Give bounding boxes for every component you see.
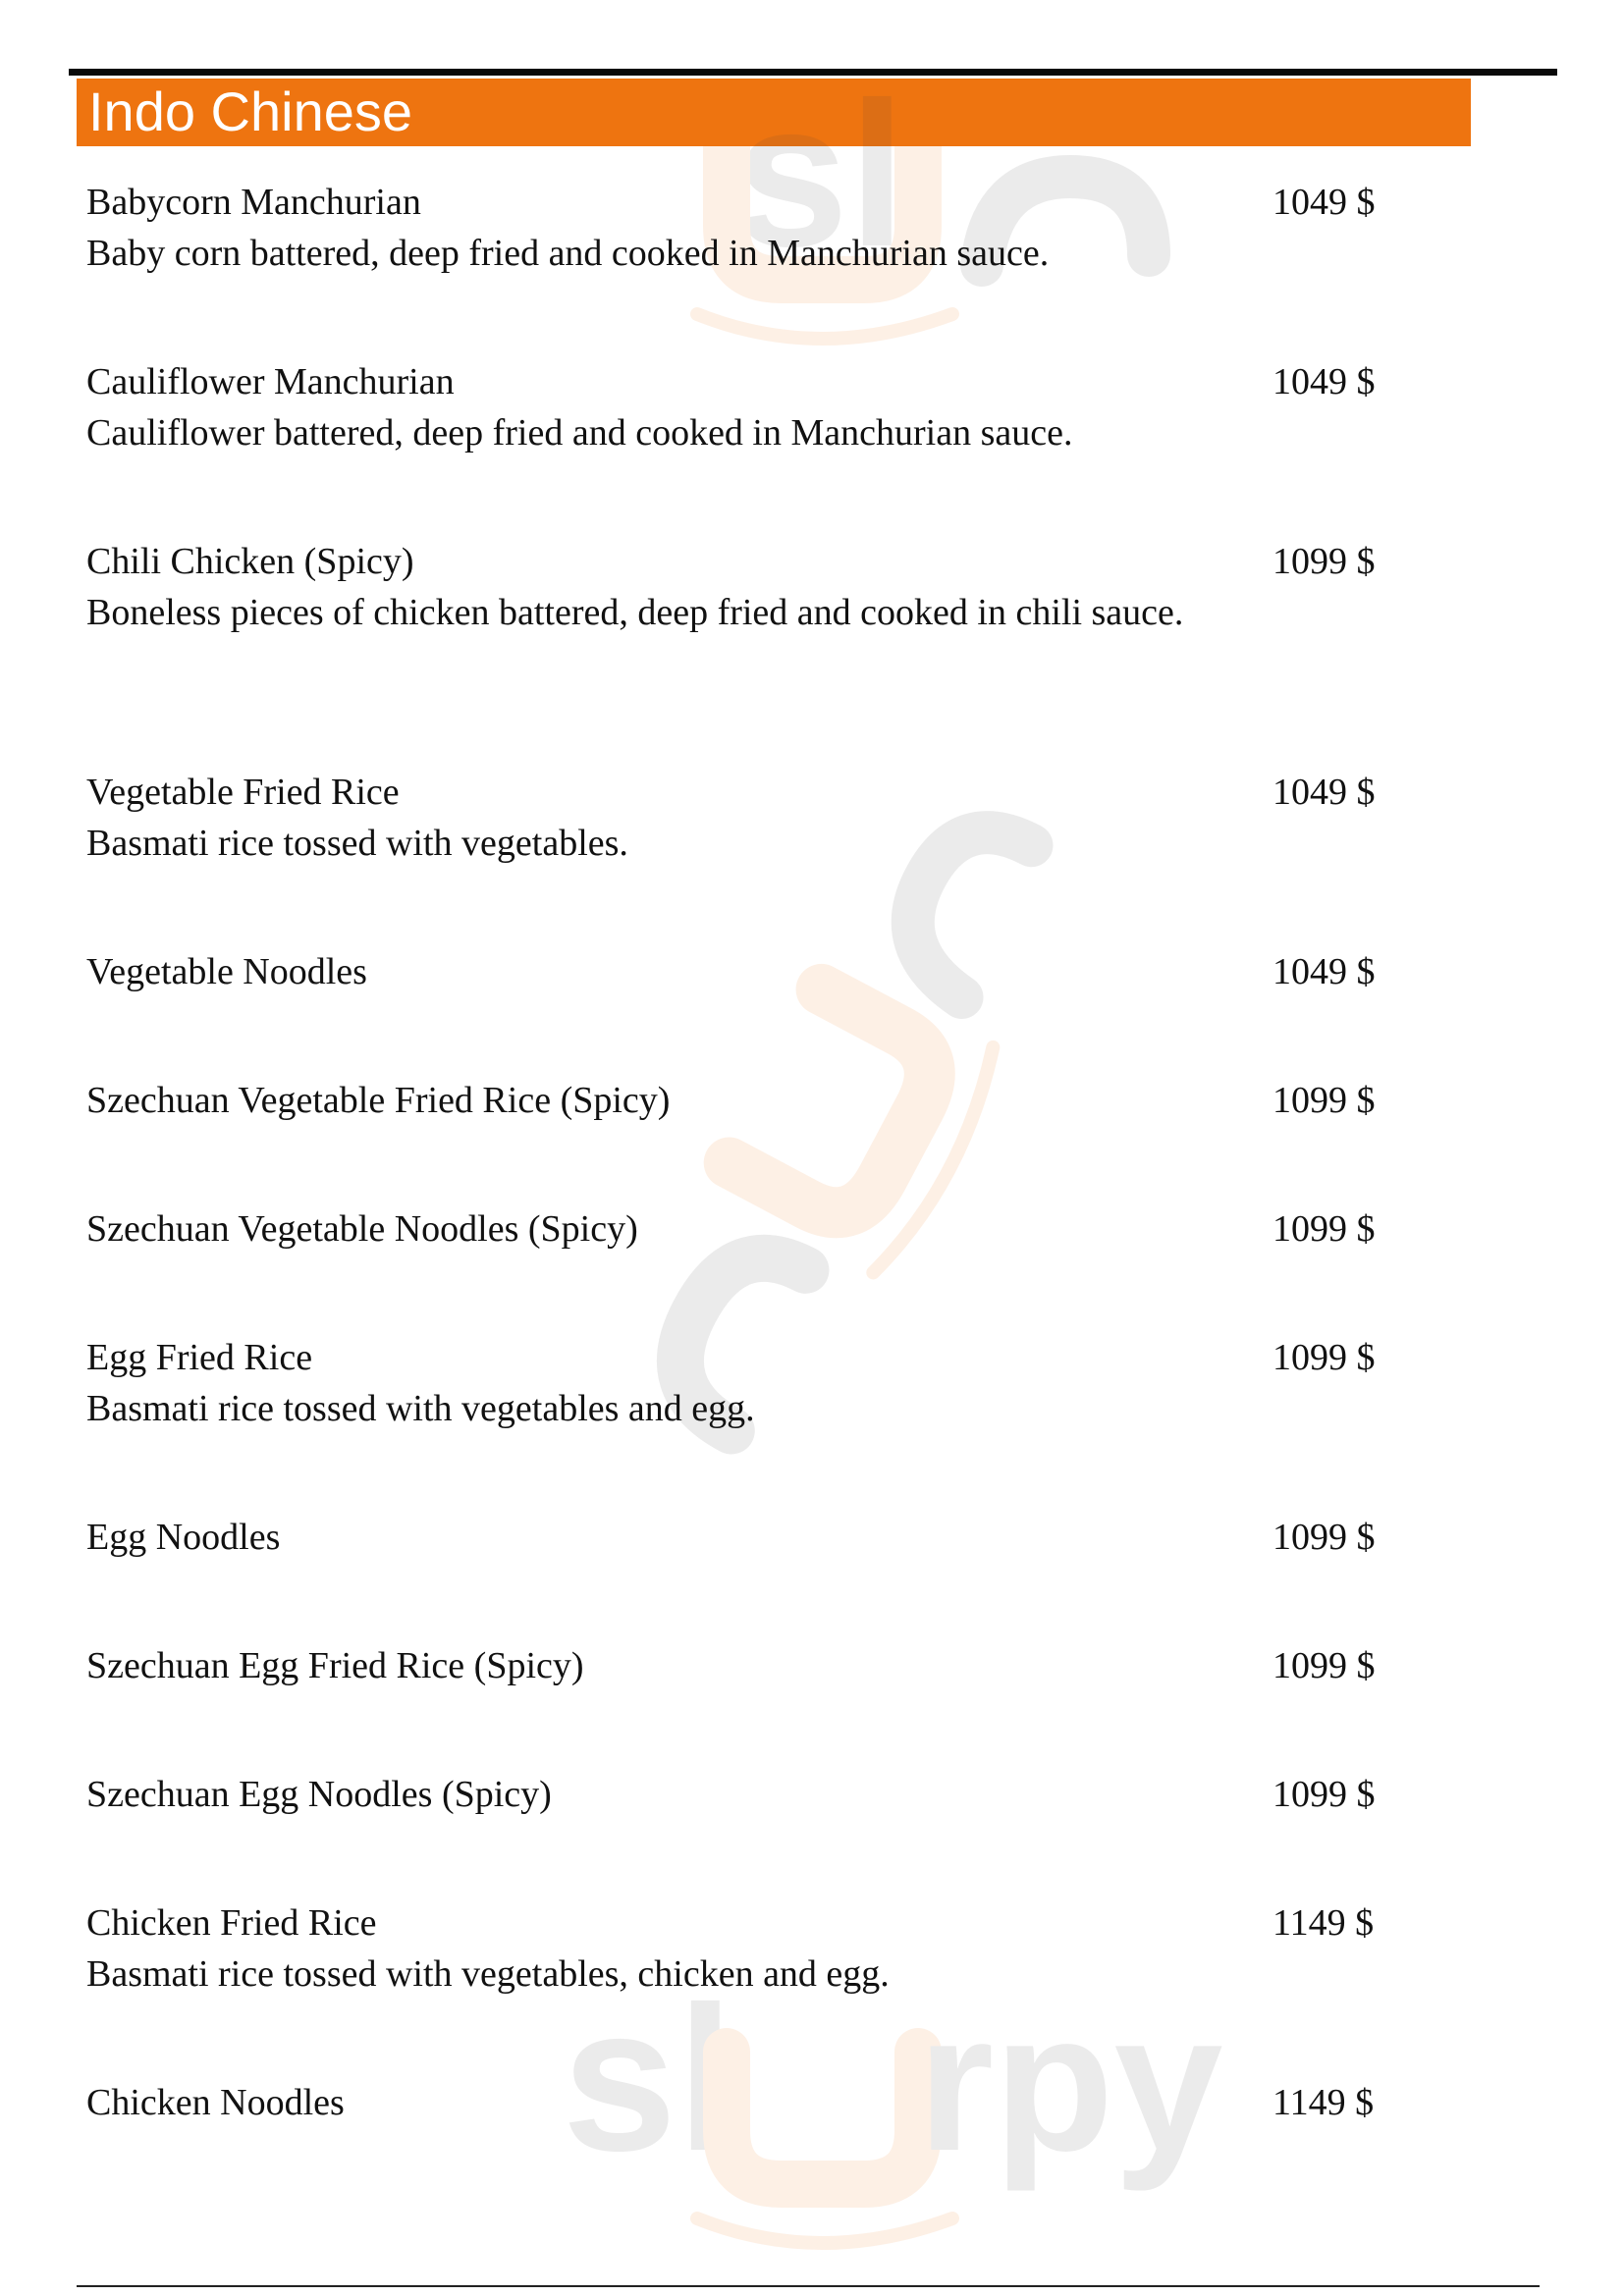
item-description: Cauliflower battered, deep fried and cooked in Manchurian sauce. xyxy=(86,412,1073,454)
menu-item xyxy=(86,767,1402,869)
bottom-divider xyxy=(77,2285,1540,2287)
item-price: 1099 $ xyxy=(1272,1080,1376,1121)
svg-text:sl: sl xyxy=(562,1963,734,2194)
item-description: Basmati rice tossed with vegetables, chicken and egg. xyxy=(86,1953,890,1995)
item-name: Szechuan Egg Fried Rice (Spicy) xyxy=(86,1645,584,1686)
item-price: 1099 $ xyxy=(1272,1208,1376,1250)
item-description: Basmati rice tossed with vegetables and egg. xyxy=(86,1388,755,1429)
item-price: 1099 $ xyxy=(1272,1337,1376,1378)
menu-item xyxy=(86,1512,1402,1563)
item-price: 1049 $ xyxy=(1272,772,1376,813)
menu-item xyxy=(86,1203,1402,1255)
svg-text:rpy: rpy xyxy=(917,1973,1223,2192)
menu-item xyxy=(86,177,1402,279)
item-name: Szechuan Vegetable Noodles (Spicy) xyxy=(86,1208,638,1250)
item-price: 1099 $ xyxy=(1272,1645,1376,1686)
menu-item xyxy=(86,536,1402,638)
menu-item xyxy=(86,946,1402,997)
item-name: Cauliflower Manchurian xyxy=(86,361,455,402)
item-name: Szechuan Vegetable Fried Rice (Spicy) xyxy=(86,1080,671,1121)
item-name: Egg Fried Rice xyxy=(86,1337,313,1378)
section-header xyxy=(77,79,1471,146)
menu-item xyxy=(86,1075,1402,1126)
item-name: Babycorn Manchurian xyxy=(86,182,421,223)
item-description: Baby corn battered, deep fried and cooked in Manchurian sauce. xyxy=(86,233,1050,274)
menu-item xyxy=(86,1332,1402,1434)
item-price: 1049 $ xyxy=(1272,361,1376,402)
item-price: 1149 $ xyxy=(1272,2082,1375,2123)
top-divider xyxy=(69,69,1557,76)
item-name: Chili Chicken (Spicy) xyxy=(86,541,414,582)
item-price: 1099 $ xyxy=(1272,541,1376,582)
menu-item xyxy=(86,356,1402,458)
menu-item xyxy=(86,1897,1402,2000)
item-name: Chicken Noodles xyxy=(86,2082,345,2123)
menu-item xyxy=(86,1640,1402,1691)
item-price: 1049 $ xyxy=(1272,182,1376,223)
menu-item xyxy=(86,2077,1402,2128)
item-price: 1099 $ xyxy=(1272,1517,1376,1558)
section-title: Indo Chinese xyxy=(88,80,413,142)
item-description: Basmati rice tossed with vegetables. xyxy=(86,823,628,864)
item-name: Vegetable Noodles xyxy=(86,951,367,992)
item-name: Egg Noodles xyxy=(86,1517,281,1558)
item-name: Chicken Fried Rice xyxy=(86,1902,377,1944)
item-price: 1149 $ xyxy=(1272,1902,1375,1944)
menu-item xyxy=(86,1769,1402,1820)
item-name: Szechuan Egg Noodles (Spicy) xyxy=(86,1774,552,1815)
svg-text:sl: sl xyxy=(733,59,906,290)
item-description: Boneless pieces of chicken battered, deep fried and cooked in chili sauce. xyxy=(86,592,1184,633)
item-price: 1099 $ xyxy=(1272,1774,1376,1815)
item-name: Vegetable Fried Rice xyxy=(86,772,400,813)
item-price: 1049 $ xyxy=(1272,951,1376,992)
